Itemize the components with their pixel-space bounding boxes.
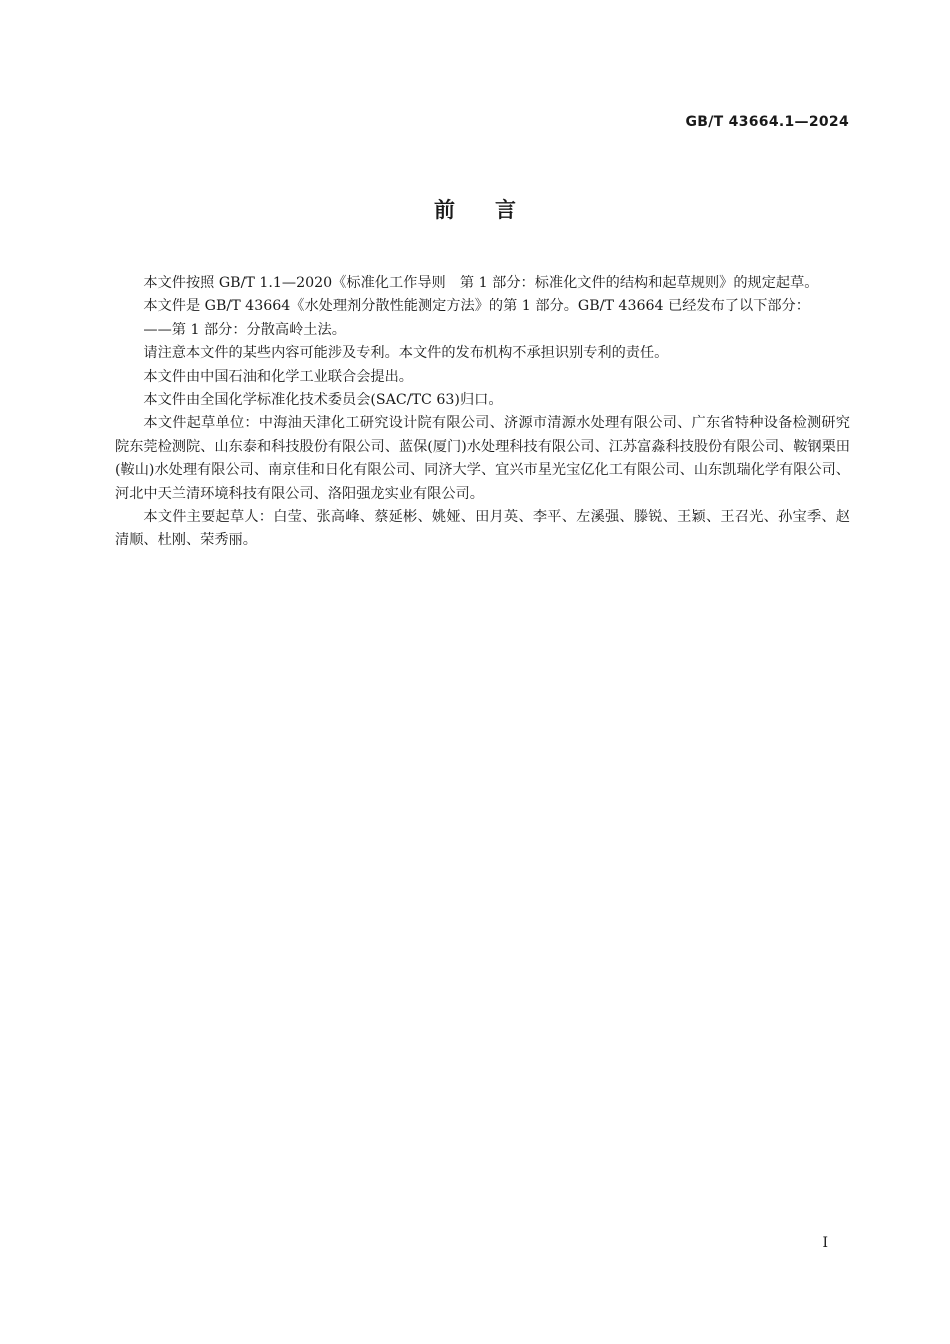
paragraph-part-list-item: ——第 1 部分：分散高岭土法。	[143, 321, 346, 338]
paragraph-part-of-series: 本文件是 GB/T 43664《水处理剂分散性能测定方法》的第 1 部分。GB/T 43664 已经发布了以下部分：	[143, 298, 810, 315]
page-title: 前言	[434, 198, 556, 222]
paragraph-drafting-rules: 本文件按照 GB/T 1.1—2020《标准化工作导则 第 1 部分：标准化文件的结构和起草规则》的规定起草。	[143, 275, 819, 291]
paragraph-proposed-by: 本文件由中国石油和化学工业联合会提出。	[143, 368, 413, 385]
paragraph-drafters: 本文件主要起草人：白莹、张高峰、蔡延彬、姚娅、田月英、李平、左溪强、滕锐、王颖、王召光、孙宝季、赵清顺、杜刚、荣秀丽。	[115, 509, 850, 549]
paragraph-administered-by: 本文件由全国化学标准化技术委员会(SAC/TC 63)归口。	[143, 392, 503, 409]
paragraph-patent-notice: 请注意本文件的某些内容可能涉及专利。本文件的发布机构不承担识别专利的责任。	[143, 345, 669, 362]
foreword-body	[115, 272, 850, 553]
page-number: I	[822, 1235, 828, 1251]
standard-code: GB/T 43664.1—2024	[685, 114, 849, 130]
paragraph-drafting-organizations: 本文件起草单位：中海油天津化工研究设计院有限公司、济源市清源水处理有限公司、广东省特种设备检测研究院东莞检测院、山东泰和科技股份有限公司、蓝保(厦门)水处理科技有限公司、江苏富淼科技股份有限公司、鞍钢栗田(鞍山)水处理有限公司、南京佳和日化有限公司、同济大学、宜兴市星光宝亿化工有限公司、山东凯瑞化学有限公司、河北中天兰清环境科技有限公司、洛阳强龙实业有限公司。	[115, 415, 850, 502]
